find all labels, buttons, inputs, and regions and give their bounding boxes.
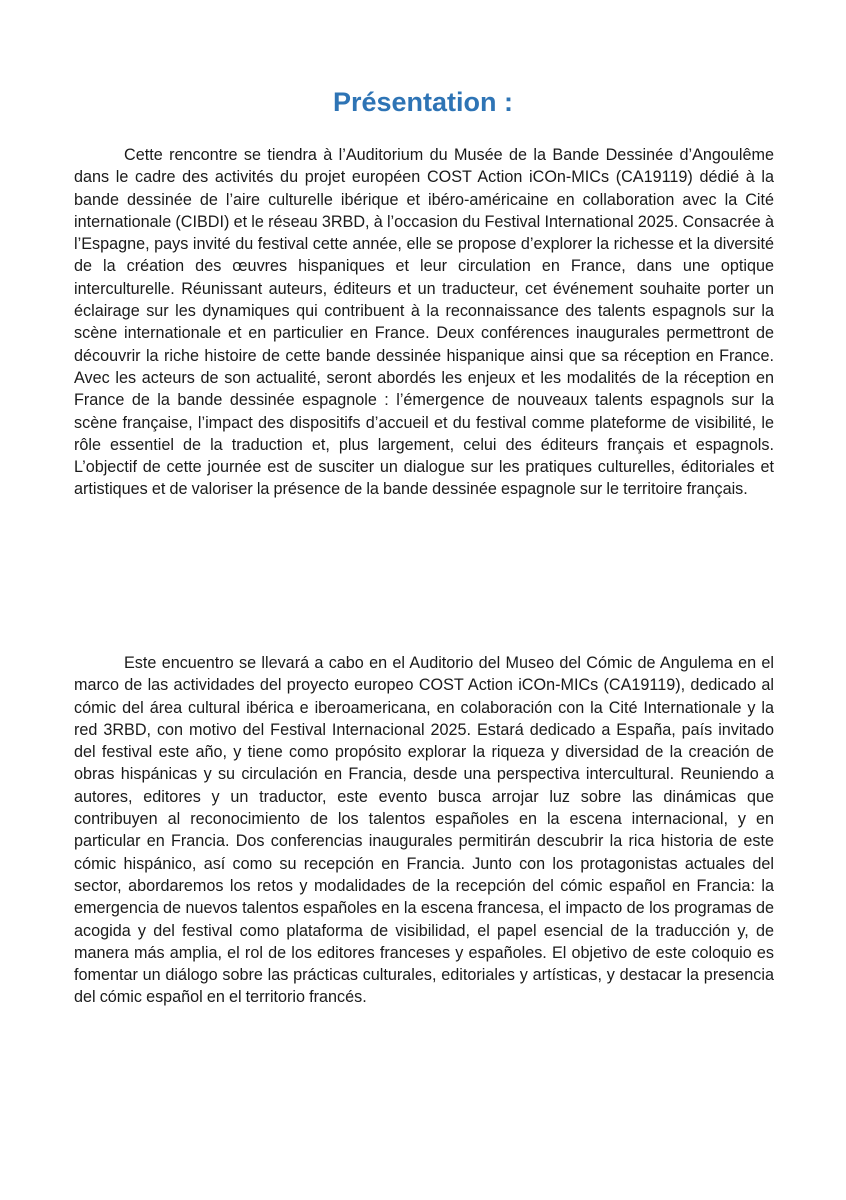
paragraph-spanish: Este encuentro se llevará a cabo en el Auditorio del Museo del Cómic de Angulema en el marco de las actividades del proyecto europeo COST Action iCOn-MICs (CA19119), dedicado al cómic del área cultural ibérica e iberoamericana, en colaboración con la Cité Internationale y la red 3RBD, con motivo del Festival Internacional 2025. Estará dedicado a España, país invitado del festival este año, y tiene como propósito explorar la riqueza y diversidad de la creación de obras hispánicas y su circulación en Francia, desde una perspectiva intercultural. Reuniendo a autores, editores y un traductor, este evento busca arrojar luz sobre las dinámicas que contribuyen al reconocimiento de los talentos españoles en la escena internacional, y en particular en Francia. Dos conferencias inaugurales permitirán descubrir la rica historia de este cómic hispánico, así como su recepción en Francia. Junto con los protagonistas actuales del sector, abordaremos los retos y modalidades de la recepción del cómic español en Francia: la emergencia de nuevos talentos españoles en la escena francesa, el impacto de los programas de acogida y del festival como plataforma de visibilidad, el papel esencial de la traducción y, de manera más amplia, el rol de los editores franceses y españoles. El objetivo de este coloquio es fomentar un diálogo sobre las prácticas culturales, editoriales y artísticas, y destacar la presencia del cómic español en el territorio francés.: [74, 654, 774, 1007]
paragraph-french: Cette rencontre se tiendra à l’Auditorium du Musée de la Bande Dessinée d’Angoulême dans le cadre des activités du projet européen COST Action iCOn-MICs (CA19119) dédié à la bande dessinée de l’aire culturelle ibérique et ibéro-américaine en collaboration avec la Cité internationale (CIBDI) et le réseau 3RBD, à l’occasion du Festival International 2025. Consacrée à l’Espagne, pays invité du festival cette année, elle se propose d’explorer la richesse et la diversité de la création des œuvres hispaniques et leur circulation en France, dans une optique interculturelle. Réunissant auteurs, éditeurs et un traducteur, cet événement souhaite porter un éclairage sur les dynamiques qui contribuent à la reconnaissance des talents espagnols sur la scène internationale et en particulier en France. Deux conférences inaugurales permettront de découvrir la riche histoire de cette bande dessinée hispanique ainsi que sa réception en France. Avec les acteurs de son actualité, seront abordés les enjeux et les modalités de la réception en France de la bande dessinée espagnole : l’émergence de nouveaux talents espagnols sur la scène française, l’impact des dispositifs d’accueil et du festival comme plateforme de visibilité, le rôle essentiel de la traduction et, plus largement, celui des éditeurs français et espagnols. L’objectif de cette journée est de susciter un dialogue sur les pratiques culturelles, éditoriales et artistiques et de valoriser la présence de la bande dessinée espagnole sur le territoire français.: [74, 146, 774, 499]
page-title: Présentation :: [332, 87, 514, 117]
